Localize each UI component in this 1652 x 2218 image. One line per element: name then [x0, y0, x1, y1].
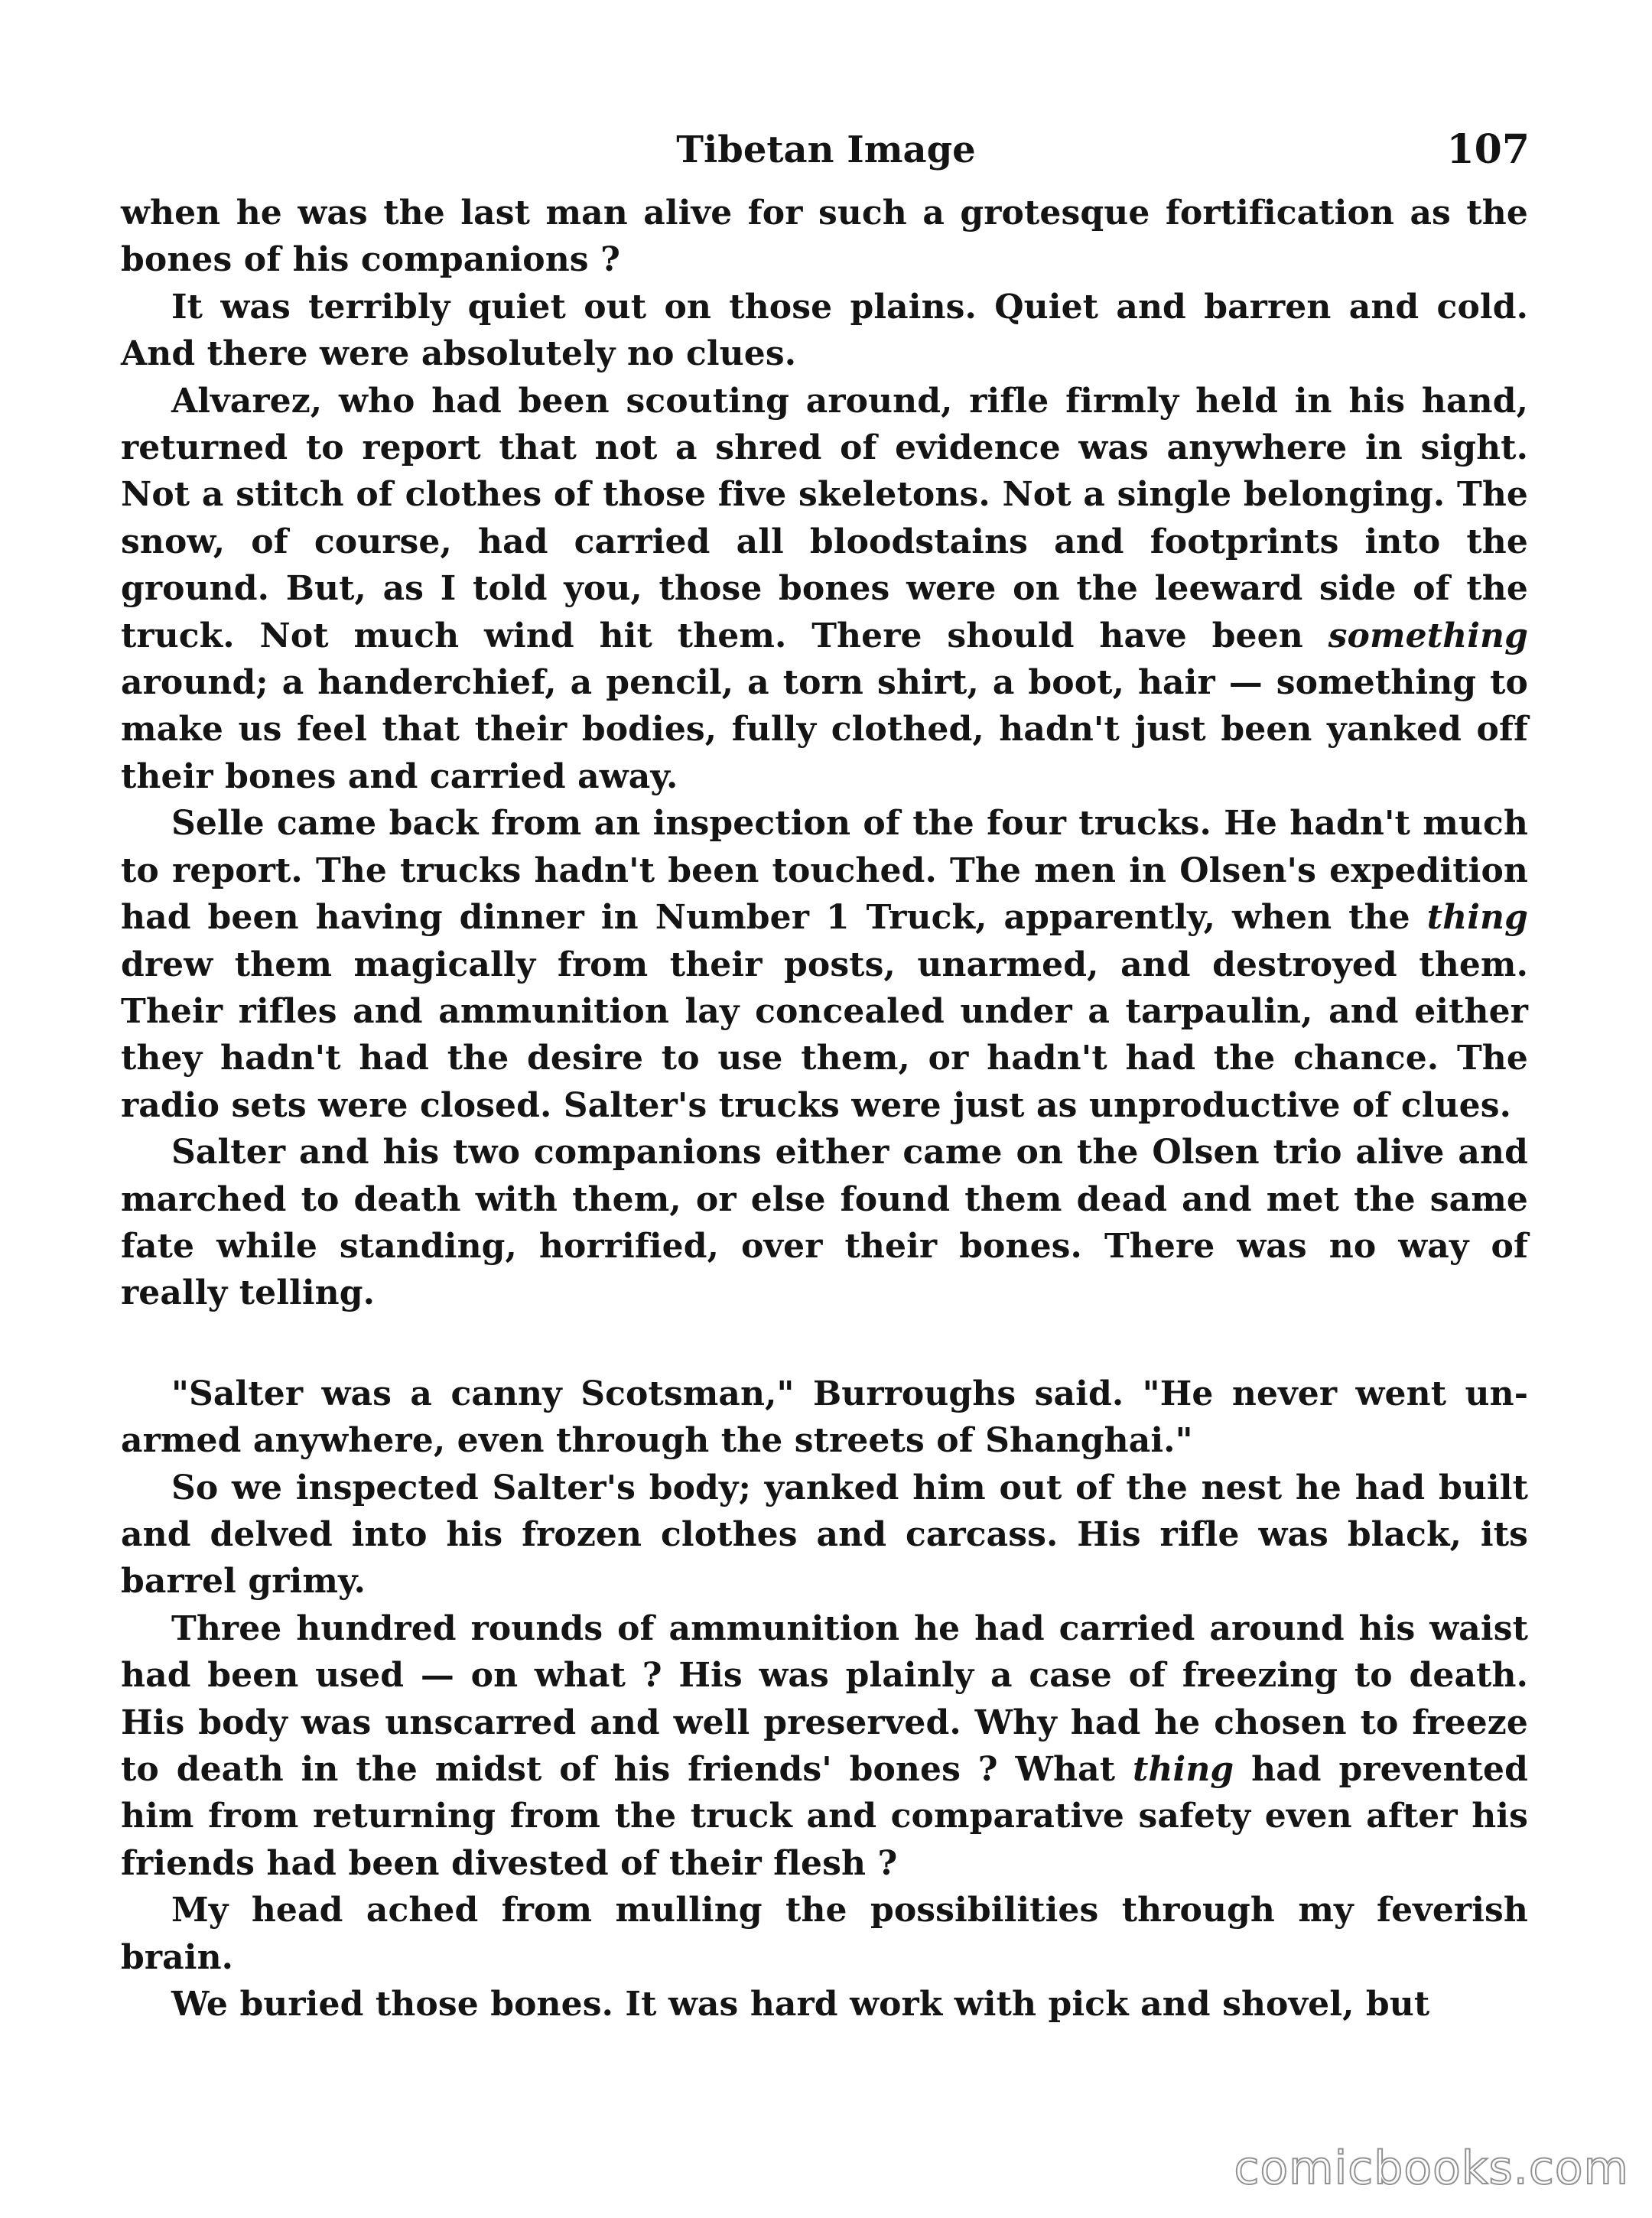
paragraph — [121, 1981, 1528, 2028]
text-run: Salter and his two companions either came on the Olsen trio alive and marched to death with them, or else found them dead and met the same fate while standing, horrified, over their bones. There was no way of really telling. — [121, 1133, 1528, 1313]
body-text — [121, 190, 1528, 2028]
paragraph — [121, 1605, 1528, 1887]
page-header — [122, 119, 1530, 180]
paragraph — [121, 378, 1528, 801]
text-run: "Salter was a canny Scotsman," Burroughs said. "He never went unarmed anywhere, even through the streets of Shanghai." — [121, 1374, 1528, 1461]
text-run: drew them magically from their posts, unarmed, and destroyed them. Their rifles and ammunition lay concealed under a tarpaulin, and either they hadn't had the desire to use them, or hadn't had the chance. The radio sets were closed. Salter's trucks were just as unproductive of clues. — [121, 945, 1528, 1125]
text-run: when he was the last man alive for such a grotesque fortification as the bones of his companions ? — [121, 194, 1528, 280]
section-break — [121, 1317, 1528, 1371]
text-run: had prevented him from returning from the truck and comparative safety even after his friends had been divested of their flesh ? — [121, 1750, 1528, 1883]
text-run: Selle came back from an inspection of the four trucks. He hadn't much to report. The trucks hadn't been touched. The men in Olsen's expedition had been having dinner in Number 1 Truck, apparently, when the — [121, 804, 1528, 938]
text-run: Alvarez, who had been scouting around, rifle firmly held in his hand, returned to report that not a shred of evidence was anywhere in sight. Not a stitch of clothes of those five skeletons. Not a single belonging. The snow, of course, had carried all bloodstains and footprints into the ground. But, as I told you, those bones were on the leeward side of the truck. Not much wind hit them. There should have been — [121, 381, 1528, 655]
text-run: around; a handerchief, a pencil, a torn shirt, a boot, hair — something to make us feel that their bodies, fully clothed, hadn't just been yanked off their bones and carried away. — [121, 663, 1528, 796]
text-run: It was terribly quiet out on those plains. Quiet and barren and cold. And there were absolutely no clues. — [121, 287, 1528, 374]
paragraph — [121, 1371, 1528, 1465]
paragraph — [121, 1129, 1528, 1317]
paragraph — [121, 1465, 1528, 1605]
italic-text: something — [1328, 616, 1528, 655]
italic-text: thing — [1426, 898, 1528, 938]
paragraph — [121, 190, 1528, 284]
text-run: So we inspected Salter's body; yanked him out of the nest he had built and delved into his frozen clothes and carcass. His rifle was black, its barrel grimy. — [121, 1468, 1528, 1602]
running-title: Tibetan Image — [676, 128, 976, 171]
paragraph — [121, 284, 1528, 378]
text-run: Three hundred rounds of ammunition he had carried around his waist had been used — on what ? His was plainly a case of freezing to death. His body was unscarred and well preserved. Why had he chosen to freeze to death in the midst of his friends' bones ? What — [121, 1608, 1528, 1789]
watermark: comicbooks.com — [1234, 2142, 1629, 2195]
paragraph — [121, 1887, 1528, 1981]
text-run: My head ached from mulling the possibilities through my feverish brain. — [121, 1891, 1528, 1977]
page-number: 107 — [1446, 126, 1530, 173]
paragraph — [121, 800, 1528, 1129]
italic-text: thing — [1132, 1750, 1234, 1789]
text-run: We buried those bones. It was hard work with pick and shovel, but — [171, 1985, 1430, 2024]
